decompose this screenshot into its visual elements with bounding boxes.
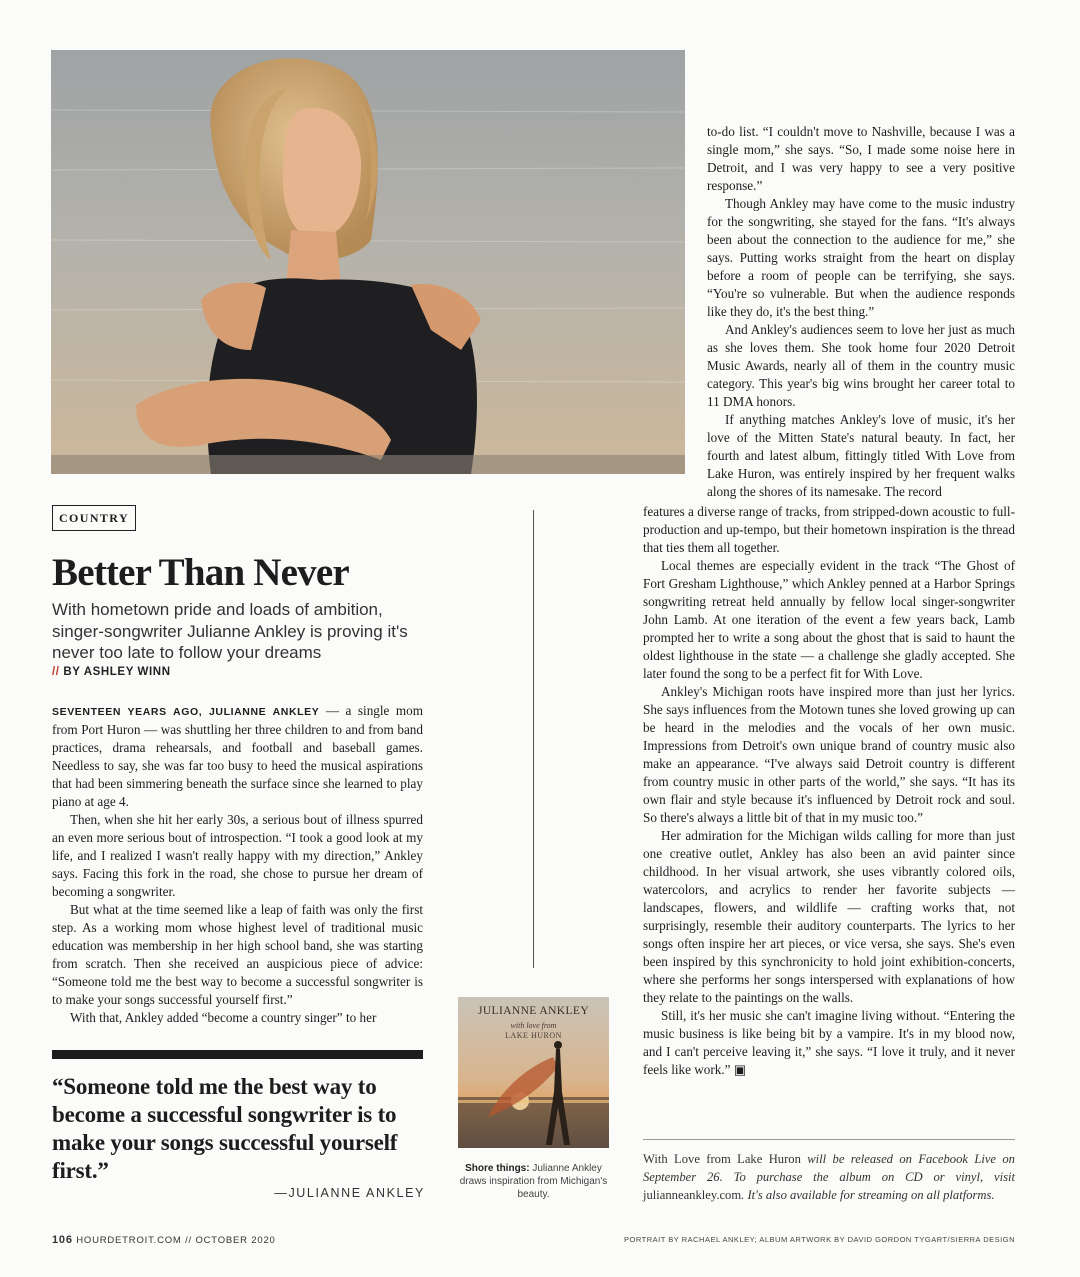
caption-text: Julianne Ankley draws inspiration from Michigan's beauty. xyxy=(459,1163,608,1200)
footer-folio xyxy=(52,1234,276,1246)
byline xyxy=(52,666,171,678)
portrait-illustration xyxy=(51,50,685,474)
pull-quote-bar xyxy=(52,1050,423,1059)
paragraph: If anything matches Ankley's love of music, it's her love of the Mitten State's natural beauty. In fact, her fourth and latest album, fittingly titled With Love from Lake Huron, was entirely inspired by her frequent walks along the shores of its namesake. The record xyxy=(707,412,1015,499)
pull-quote-attribution: —JULIANNE ANKLEY xyxy=(274,1186,425,1200)
paragraph: And Ankley's audiences seem to love her just as much as she loves them. She took home four 2020 Detroit Music Awards, nearly all of them in the country music category. This year's big wins brought her career total to 11 DMA honors. xyxy=(707,322,1015,409)
page-number: 106 xyxy=(52,1234,73,1246)
album-cover xyxy=(458,997,609,1148)
hero-portrait-photo xyxy=(51,50,685,474)
album-art-illustration xyxy=(458,997,609,1148)
photo-credits: PORTRAIT BY RACHAEL ANKLEY; ALBUM ARTWORK BY DAVID GORDON TYGART/SIERRA DESIGN xyxy=(624,1235,1015,1244)
end-note-url[interactable]: julianneankley.com xyxy=(643,1188,742,1202)
paragraph: Local themes are especially evident in the track “The Ghost of Fort Gresham Lighthouse,” which Ankley penned at a Harbor Springs songwriting retreat held annually by fellow local singer-songwriter John Lamb. At one iteration of the event a few years back, Lamb prompted her to write a song about the ghost that is said to haunt the oldest lighthouse in the state — a challenge she gladly accepted. She later found the song to be a perfect fit for With Love. xyxy=(643,558,1015,681)
byline-text: BY ASHLEY WINN xyxy=(63,666,171,678)
end-note-title: With Love from Lake Huron xyxy=(643,1152,801,1166)
paragraph-text: — a single mom from Port Huron — was shuttling her three children to and from band practices, drama rehearsals, and football and baseball games. Needless to say, she was far too busy to heed the musical aspirations that had been simmering beneath the surface since she learned to play piano at age 4. xyxy=(52,703,423,809)
footer-site[interactable]: HOURDETROIT.COM xyxy=(76,1235,182,1246)
paragraph: Then, when she hit her early 30s, a serious bout of illness spurred an even more serious bout of introspection. “I took a good look at my life, and I realized I wasn't really happy with my direction,” Ankley says. Facing this fork in the road, she chose to pursue her dream of becoming a songwriter. xyxy=(52,812,423,899)
footer-issue: OCTOBER 2020 xyxy=(195,1235,276,1246)
caption-bold: Shore things: xyxy=(465,1163,530,1174)
album-artist: JULIANNE ANKLEY xyxy=(477,1005,590,1017)
paragraph: Her admiration for the Michigan wilds calling for more than just one creative outlet, Ankley has also been an avid painter since childhood. In her visual artwork, she uses vibrantly colored oils, watercolors, and acrylics to render her favorite subjects — landscapes, flowers, and wildlife — crafting works that, not surprisingly, resemble their auditory counterparts. The lyrics to her songs often inspire her art pieces, or vice versa, she says. She's even been inspired by this synchronicity to hold joint exhibition-concerts, where she performs her songs interspersed with explanations of how they relate to the paintings on the walls. xyxy=(643,828,1015,1005)
paragraph: to-do list. “I couldn't move to Nashville, because I was a single mom,” she says. “So, I made some noise here in Detroit, and I was very happy to see a very positive response.” xyxy=(707,124,1015,193)
paragraph: Though Ankley may have come to the music industry for the songwriting, she stayed for the fans. “It's always been about the connection to the audience for me,” she says. Putting works straight from the heart on display before a room of people can be terrifying, she says. “You're so vulnerable. But when the audience responds like they do, it's the best thing.” xyxy=(707,196,1015,319)
byline-mark: // xyxy=(52,666,60,678)
paragraph: But what at the time seemed like a leap of faith was only the first step. As a working mom whose highest level of traditional music education was membership in her high school band, she was starting from scratch. Then she received an auspicious piece of advice: “Someone told me the best way to become a successful songwriter is to make your songs successful yourself first.” xyxy=(52,902,423,1007)
paragraph: With that, Ankley added “become a country singer” to her xyxy=(70,1010,377,1025)
headline: Better Than Never xyxy=(52,551,349,594)
album-subtitle-line-1: with love from xyxy=(510,1021,557,1030)
end-note xyxy=(643,1139,1015,1204)
body-column-1 xyxy=(52,702,423,1027)
pull-quote: “Someone told me the best way to become a successful songwriter is to make your songs successful yourself first.” xyxy=(52,1074,398,1183)
paragraph: features a diverse range of tracks, from stripped-down acoustic to full-production and up-tempo, but their hometown inspiration is the thread that ties them all together. xyxy=(643,504,1015,555)
end-note-text-1: will be released on Facebook Live on September 26. To purchase the album on CD or vinyl, visit xyxy=(643,1152,1015,1184)
album-subtitle-line-2: LAKE HURON xyxy=(505,1031,562,1040)
paragraph xyxy=(52,702,423,811)
paragraph: Ankley's Michigan roots have inspired more than just her lyrics. She says influences from the Motown tunes she loved growing up can be heard in the melodies and the vocals of her own music. Impressions from Detroit's own unique brand of country music also make an appearance. “I've always said Detroit country is different from country music in other parts of the world,” she says. “It has its own flair and style because it's influenced by Detroit rock and soul. So there's always a little bit of that in my music too.” xyxy=(643,684,1015,825)
album-subtitle xyxy=(458,1021,609,1041)
footer-separator: // xyxy=(185,1235,192,1246)
section-tag: COUNTRY xyxy=(52,505,136,531)
column-divider xyxy=(533,510,534,968)
body-column-2-bottom xyxy=(643,503,1015,1079)
lead-in: SEVENTEEN YEARS AGO, JULIANNE ANKLEY xyxy=(52,706,320,718)
deck: With hometown pride and loads of ambition, singer-songwriter Julianne Ankley is proving it's never too late to follow your dreams xyxy=(52,600,408,662)
album-caption xyxy=(458,1162,609,1201)
end-note-text-2: . It's also available for streaming on all platforms. xyxy=(741,1188,995,1202)
body-column-2-top xyxy=(707,123,1015,501)
paragraph: Still, it's her music she can't imagine living without. “Entering the music business is like being bit by a vampire. It's in my blood now, and I can't perceive leaving it,” she says. “I love it truly, and it never feels like work.” ▣ xyxy=(643,1008,1015,1077)
